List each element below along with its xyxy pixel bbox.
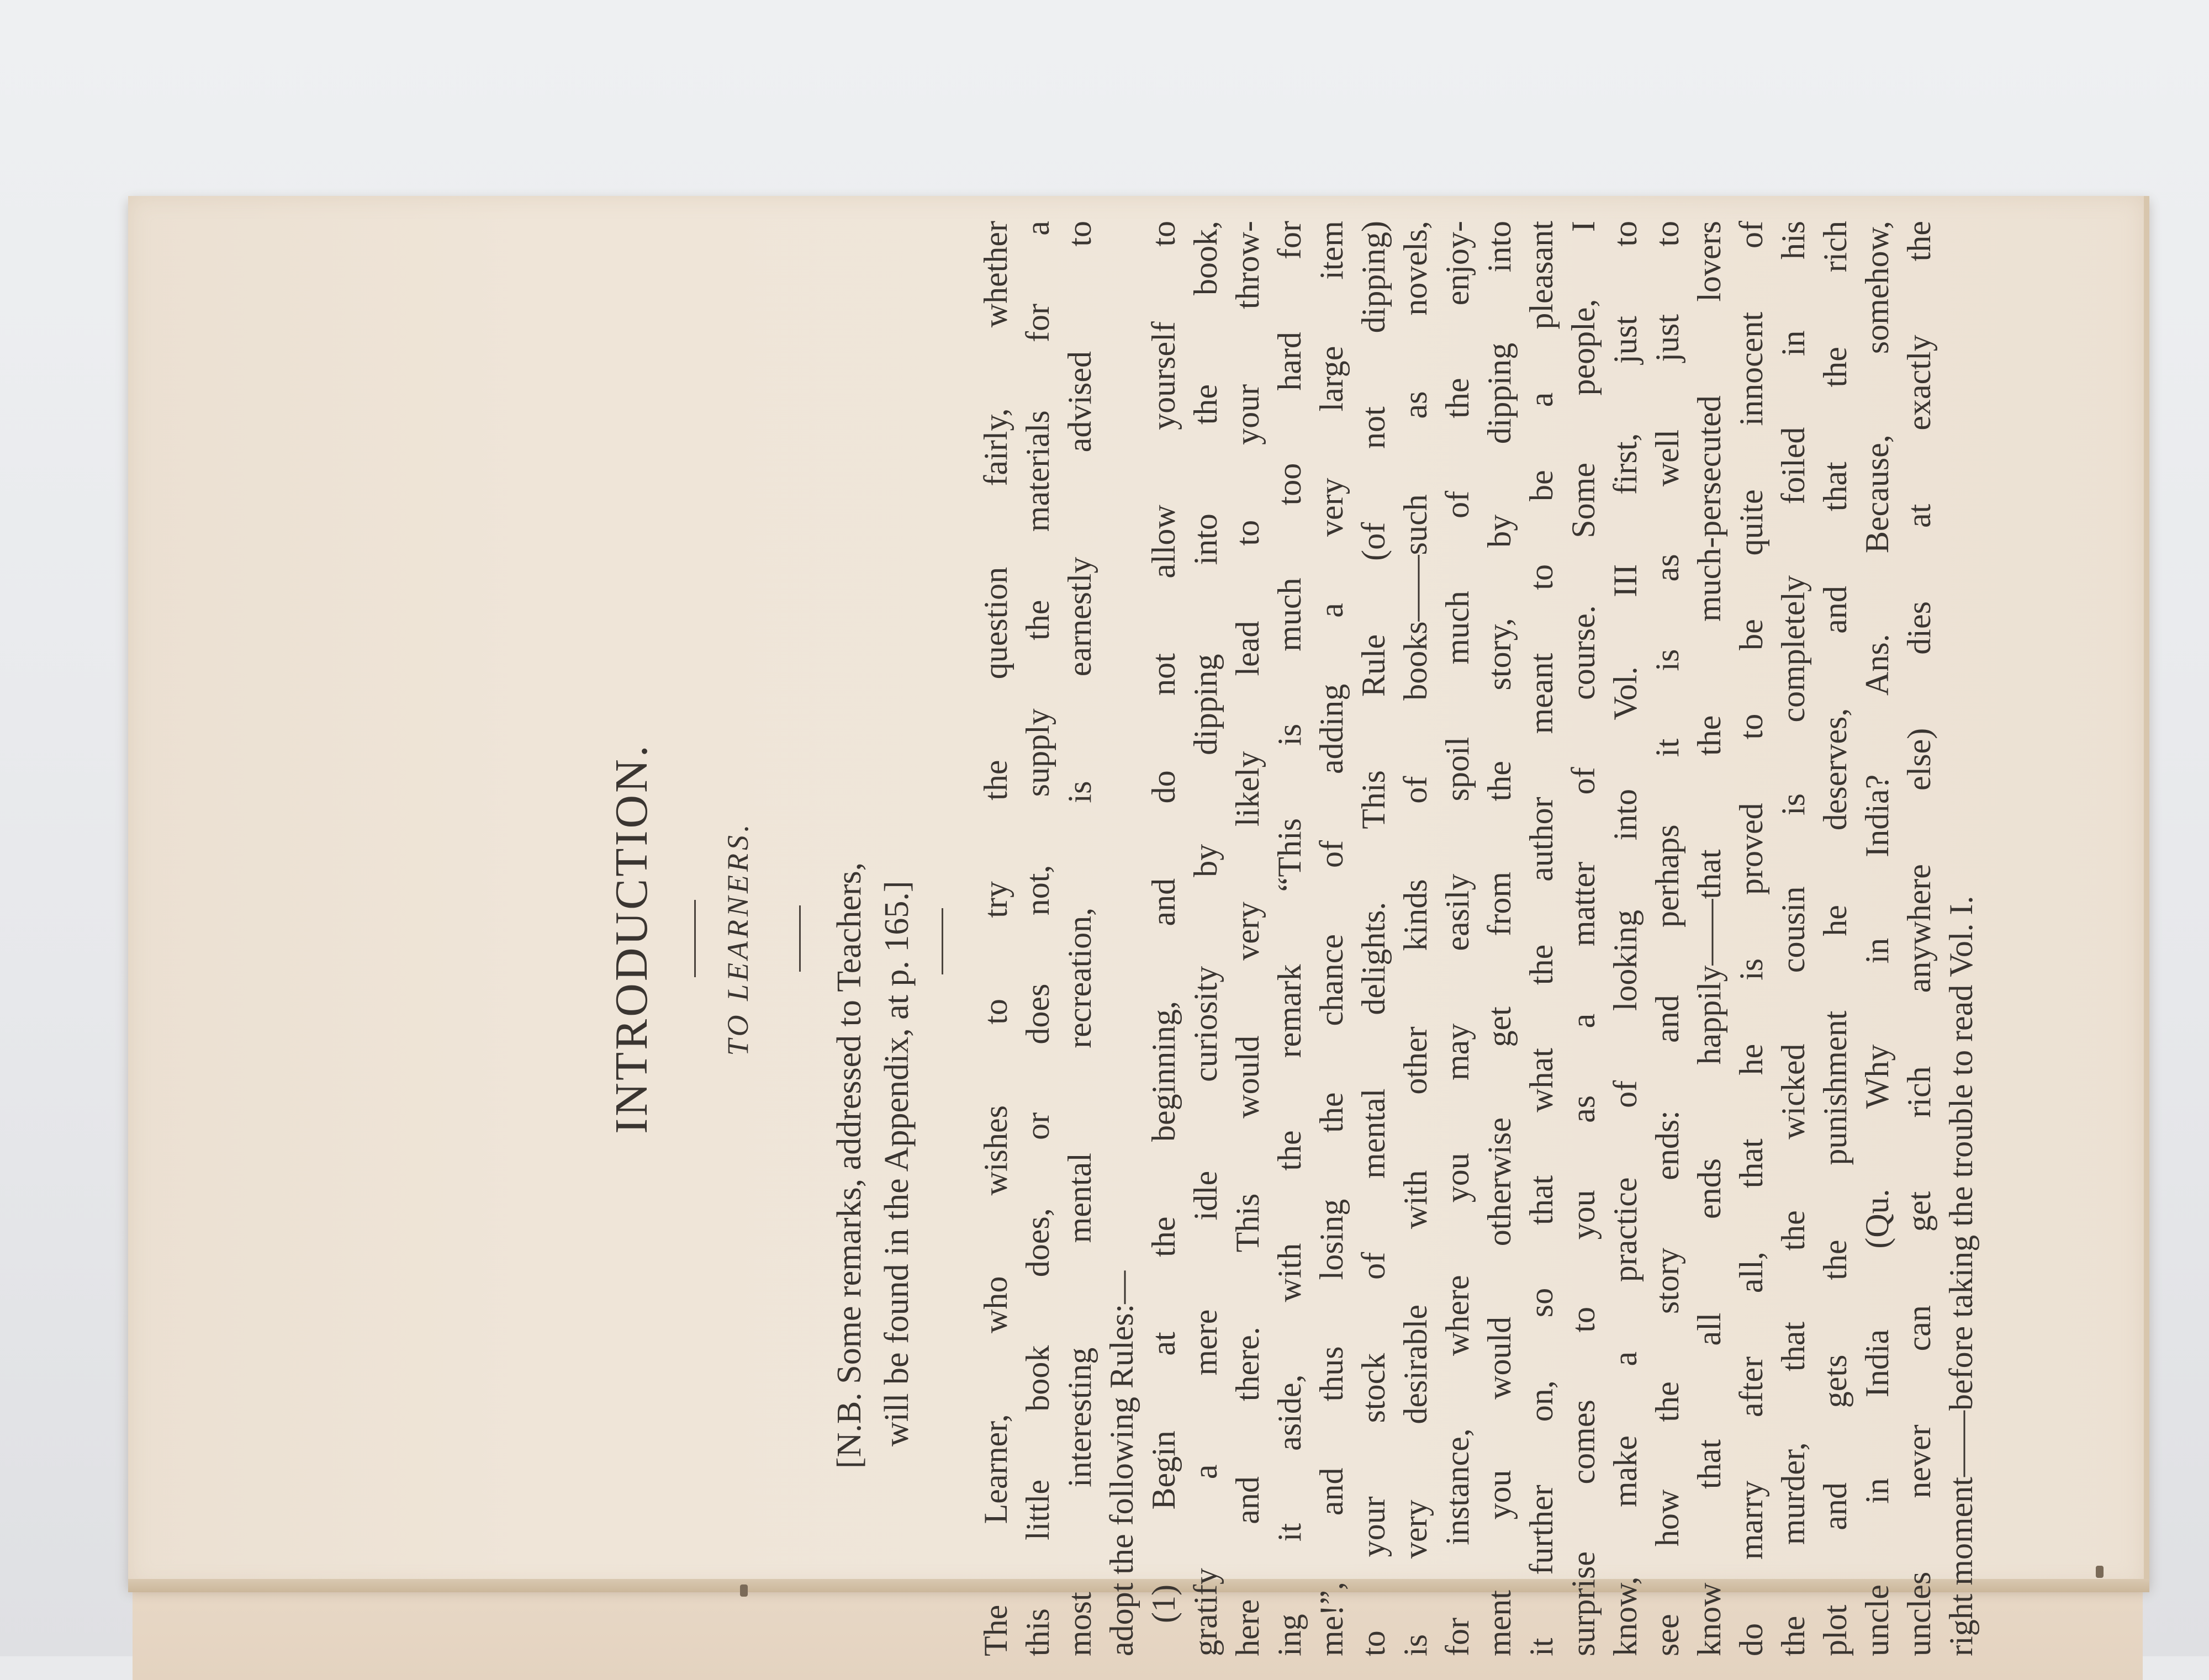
text-line: ment you would otherwise get from the story, by dipping into	[1481, 221, 1518, 1656]
text-line: do marry after all, that he is proved to be quite innocent of	[1733, 221, 1769, 1656]
binding-stitch-mark	[2096, 1566, 2104, 1578]
text-line: gratify a mere idle curiosity by dipping into the book,	[1187, 221, 1224, 1656]
text-line: (1) Begin at the beginning, and do not allow yourself to	[1145, 221, 1182, 1623]
text-line: is very desirable with other kinds of books——such as novels,	[1397, 221, 1434, 1656]
page-title: INTRODUCTION.	[606, 743, 657, 1134]
text-line: it further on, so that what the author meant to be a pleasant	[1523, 221, 1560, 1656]
subheading-divider	[799, 905, 801, 972]
text-line: see how the story ends: and perhaps it is as well just to	[1649, 221, 1685, 1656]
note-divider	[942, 908, 943, 974]
text-line: most interesting mental recreation, is earnestly advised to	[1061, 221, 1098, 1656]
text-line: plot and gets the punishment he deserves, and that the rich	[1817, 221, 1853, 1656]
text-line: ing it aside, with the remark “This is much too hard for	[1271, 221, 1308, 1656]
editorial-note	[826, 221, 921, 1656]
text-line: uncles never can get rich anywhere else) dies at exactly the	[1901, 221, 1937, 1656]
text-line: surprise comes to you as a matter of course. Some people, I	[1565, 221, 1602, 1656]
text-line: me!”, and thus losing the chance of adding a very large item	[1313, 221, 1350, 1656]
body-paragraphs	[975, 221, 1982, 1656]
section-heading: TO LEARNERS.	[721, 821, 754, 1056]
text-line: know, make a practice of looking into Vol. III first, just to	[1607, 221, 1643, 1656]
text-line: know that all ends happily——that the much-persecuted lovers	[1691, 221, 1727, 1656]
text-line: this little book does, or does not, supply the materials for a	[1019, 221, 1056, 1656]
text-line: for instance, where you may easily spoil much of the enjoy-	[1439, 221, 1476, 1656]
text-line: here and there. This would very likely lead to your throw-	[1229, 221, 1266, 1656]
page-content	[561, 221, 1979, 1656]
text-line: to your stock of mental delights. This Rule (of not dipping)	[1355, 221, 1392, 1656]
note-line: will be found in the Appendix, at p. 165.]	[878, 881, 916, 1446]
note-line: [N.B. Some remarks, addressed to Teachers,	[831, 862, 868, 1469]
text-line: uncle in India (Qu. Why in India? Ans. Because, somehow,	[1859, 221, 1895, 1656]
text-line: The Learner, who wishes to try the question fairly, whether	[977, 221, 1014, 1656]
text-line: adopt the following Rules:—	[1103, 1270, 1140, 1656]
text-line: right moment——before taking the trouble to read Vol. I.	[1943, 895, 1979, 1656]
title-divider	[694, 900, 696, 977]
text-line: the murder, that the wicked cousin is completely foiled in his	[1775, 221, 1811, 1656]
